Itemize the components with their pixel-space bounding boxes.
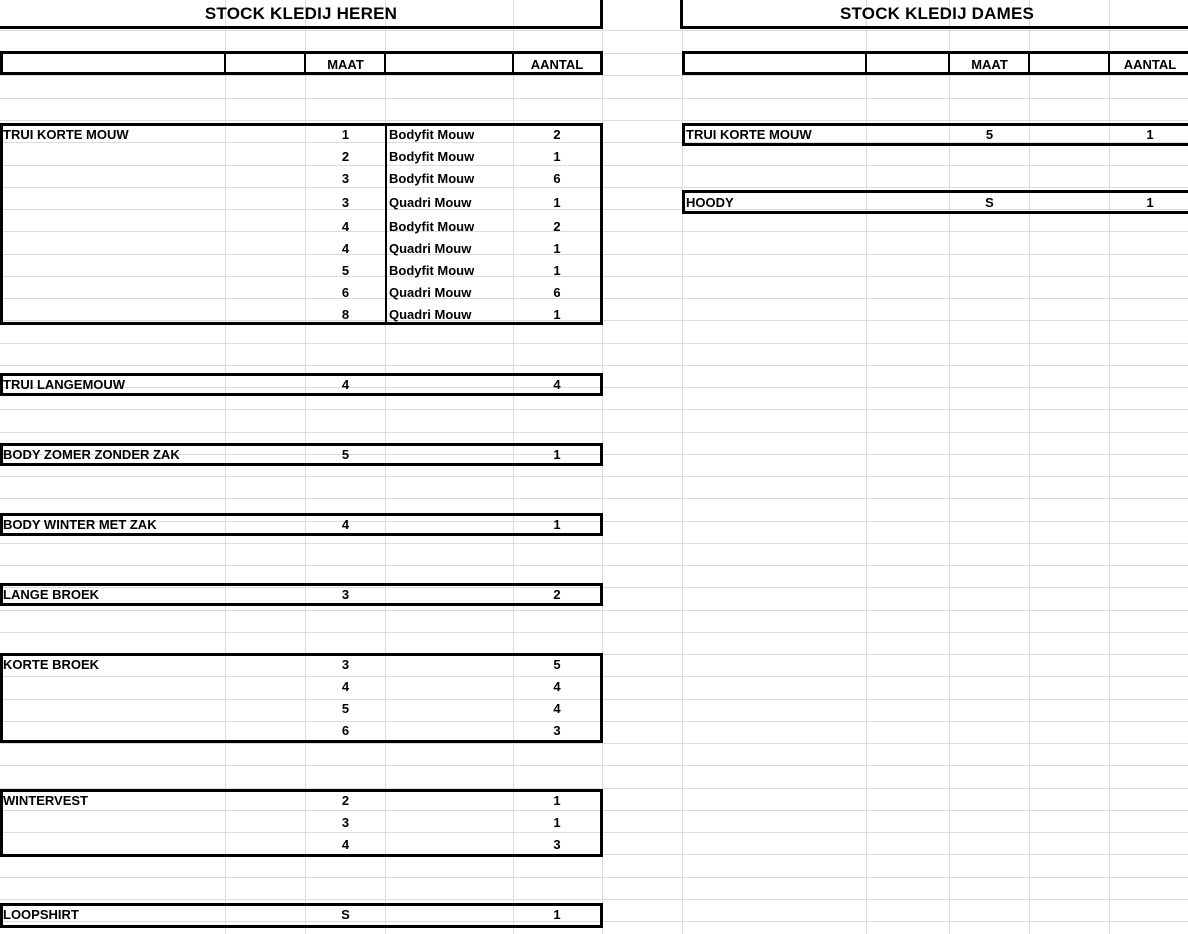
heren-aantal-cell: 2	[553, 587, 561, 602]
heren-aantal-cell: 1	[553, 241, 561, 256]
heren-item-name: LANGE BROEK	[3, 587, 100, 602]
heren-type-cell: Bodyfit Mouw	[389, 149, 475, 164]
heren-item-name: BODY WINTER MET ZAK	[3, 517, 157, 532]
heren-item-name: TRUI LANGEMOUW	[3, 377, 126, 392]
heren-type-cell: Bodyfit Mouw	[389, 263, 475, 278]
heren-maat-cell: 4	[341, 241, 350, 256]
dames-header-aantal: AANTAL	[1123, 57, 1177, 72]
heren-maat-cell: 8	[341, 307, 350, 322]
heren-type-cell: Bodyfit Mouw	[389, 127, 475, 142]
heren-maat-cell: 5	[341, 701, 350, 716]
dames-aantal-cell: 1	[1146, 127, 1154, 142]
heren-maat-cell: 4	[341, 679, 350, 694]
heren-maat-cell: 6	[341, 723, 350, 738]
heren-maat-cell: 4	[341, 517, 350, 532]
heren-maat-cell: 5	[341, 263, 350, 278]
heren-maat-cell: S	[341, 907, 350, 922]
heren-maat-cell: 6	[341, 285, 350, 300]
heren-aantal-cell: 1	[553, 447, 561, 462]
heren-header-maat: MAAT	[327, 57, 364, 72]
heren-maat-cell: 2	[341, 149, 350, 164]
heren-aantal-cell: 1	[553, 907, 561, 922]
heren-type-cell: Quadri Mouw	[389, 307, 472, 322]
heren-aantal-cell: 1	[553, 815, 561, 830]
heren-aantal-cell: 5	[553, 657, 561, 672]
heren-aantal-cell: 4	[553, 701, 561, 716]
heren-maat-cell: 3	[341, 587, 350, 602]
heren-aantal-cell: 1	[553, 307, 561, 322]
heren-aantal-cell: 1	[553, 149, 561, 164]
heren-aantal-cell: 2	[553, 127, 561, 142]
dames-title: STOCK KLEDIJ DAMES	[839, 4, 1035, 23]
heren-aantal-cell: 4	[553, 679, 561, 694]
dames-maat-cell: S	[985, 195, 994, 210]
heren-item-name: LOOPSHIRT	[3, 907, 79, 922]
heren-aantal-cell: 6	[553, 171, 561, 186]
heren-aantal-cell: 4	[553, 377, 561, 392]
dames-header-maat: MAAT	[971, 57, 1008, 72]
heren-type-cell: Bodyfit Mouw	[389, 219, 475, 234]
heren-aantal-cell: 6	[553, 285, 561, 300]
heren-type-cell: Quadri Mouw	[389, 241, 472, 256]
heren-item-name: KORTE BROEK	[3, 657, 100, 672]
heren-aantal-cell: 1	[553, 263, 561, 278]
heren-maat-cell: 1	[341, 127, 350, 142]
heren-type-cell: Quadri Mouw	[389, 195, 472, 210]
heren-maat-cell: 4	[341, 219, 350, 234]
heren-aantal-cell: 1	[553, 195, 561, 210]
heren-maat-cell: 3	[341, 195, 350, 210]
heren-maat-cell: 4	[341, 837, 350, 852]
heren-item-name: WINTERVEST	[3, 793, 88, 808]
heren-aantal-cell: 2	[553, 219, 561, 234]
heren-maat-cell: 3	[341, 657, 350, 672]
dames-maat-cell: 5	[985, 127, 994, 142]
heren-header-aantal: AANTAL	[530, 57, 584, 72]
dames-item-name: TRUI KORTE MOUW	[686, 127, 812, 142]
heren-type-cell: Quadri Mouw	[389, 285, 472, 300]
heren-maat-cell: 5	[341, 447, 350, 462]
dames-item-name: HOODY	[686, 195, 734, 210]
heren-item-name: BODY ZOMER ZONDER ZAK	[3, 447, 180, 462]
heren-title: STOCK KLEDIJ HEREN	[204, 4, 398, 23]
heren-maat-cell: 3	[341, 171, 350, 186]
heren-type-cell: Bodyfit Mouw	[389, 171, 475, 186]
heren-maat-cell: 3	[341, 815, 350, 830]
heren-aantal-cell: 1	[553, 793, 561, 808]
heren-aantal-cell: 1	[553, 517, 561, 532]
heren-aantal-cell: 3	[553, 723, 561, 738]
heren-maat-cell: 4	[341, 377, 350, 392]
dames-aantal-cell: 1	[1146, 195, 1154, 210]
heren-maat-cell: 2	[341, 793, 350, 808]
heren-aantal-cell: 3	[553, 837, 561, 852]
heren-item-name: TRUI KORTE MOUW	[3, 127, 129, 142]
